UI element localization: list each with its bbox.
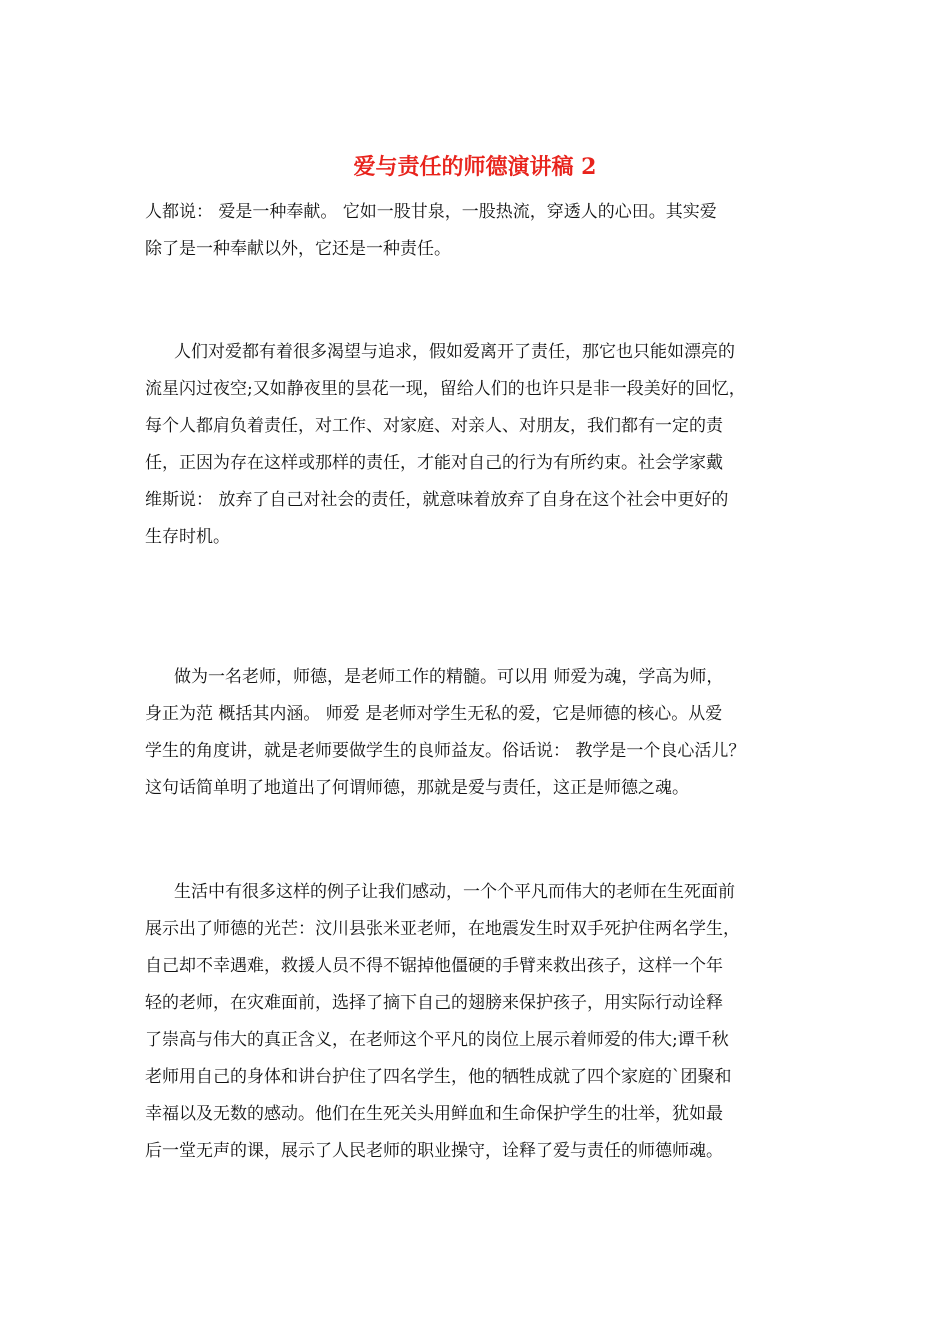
paragraph-line: 身正为范 概括其内涵。 师爱 是老师对学生无私的爱，它是师德的核心。从爱 — [145, 704, 723, 724]
paragraph-line: 人都说： 爱是一种奉献。 它如一股甘泉，一股热流，穿透人的心田。其实爱 — [145, 202, 717, 222]
paragraph-line: 每个人都肩负着责任，对工作、对家庭、对亲人、对朋友，我们都有一定的责 — [145, 416, 723, 436]
paragraph-line: 人们对爱都有着很多渴望与追求，假如爱离开了责任，那它也只能如漂亮的 — [174, 342, 735, 362]
paragraph-line: 幸福以及无数的感动。他们在生死关头用鲜血和生命保护学生的壮举，犹如最 — [145, 1104, 723, 1124]
paragraph-line: 这句话简单明了地道出了何谓师德，那就是爱与责任，这正是师德之魂。 — [145, 778, 689, 798]
paragraph-line: 生活中有很多这样的例子让我们感动，一个个平凡而伟大的老师在生死面前 — [174, 882, 735, 902]
paragraph-line: 除了是一种奉献以外，它还是一种责任。 — [145, 239, 451, 259]
paragraph-line: 维斯说： 放弃了自己对社会的责任，就意味着放弃了自身在这个社会中更好的 — [145, 490, 729, 510]
paragraph-line: 了崇高与伟大的真正含义，在老师这个平凡的岗位上展示着师爱的伟大;谭千秋 — [145, 1030, 729, 1050]
paragraph-line: 自己却不幸遇难，救援人员不得不锯掉他僵硬的手臂来救出孩子，这样一个年 — [145, 956, 723, 976]
paragraph-line: 老师用自己的身体和讲台护住了四名学生，他的牺牲成就了四个家庭的`团聚和 — [145, 1067, 732, 1087]
paragraph-line: 生存时机。 — [145, 527, 230, 547]
document-title: 爱与责任的师德演讲稿 2 — [353, 154, 597, 180]
paragraph-line: 任，正因为存在这样或那样的责任，才能对自己的行为有所约束。社会学家戴 — [145, 453, 723, 473]
paragraph-line: 学生的角度讲，就是老师要做学生的良师益友。俗话说： 教学是一个良心活儿？ — [145, 741, 746, 761]
paragraph-line: 展示出了师德的光芒：汶川县张米亚老师，在地震发生时双手死护住两名学生， — [145, 919, 740, 939]
paragraph-line: 后一堂无声的课，展示了人民老师的职业操守，诠释了爱与责任的师德师魂。 — [145, 1141, 723, 1161]
paragraph-line: 轻的老师，在灾难面前，选择了摘下自己的翅膀来保护孩子，用实际行动诠释 — [145, 993, 723, 1013]
paragraph-line: 流星闪过夜空;又如静夜里的昙花一现，留给人们的也许只是非一段美好的回忆， — [145, 379, 746, 399]
paragraph-line: 做为一名老师，师德，是老师工作的精髓。可以用 师爱为魂，学高为师， — [174, 667, 724, 687]
